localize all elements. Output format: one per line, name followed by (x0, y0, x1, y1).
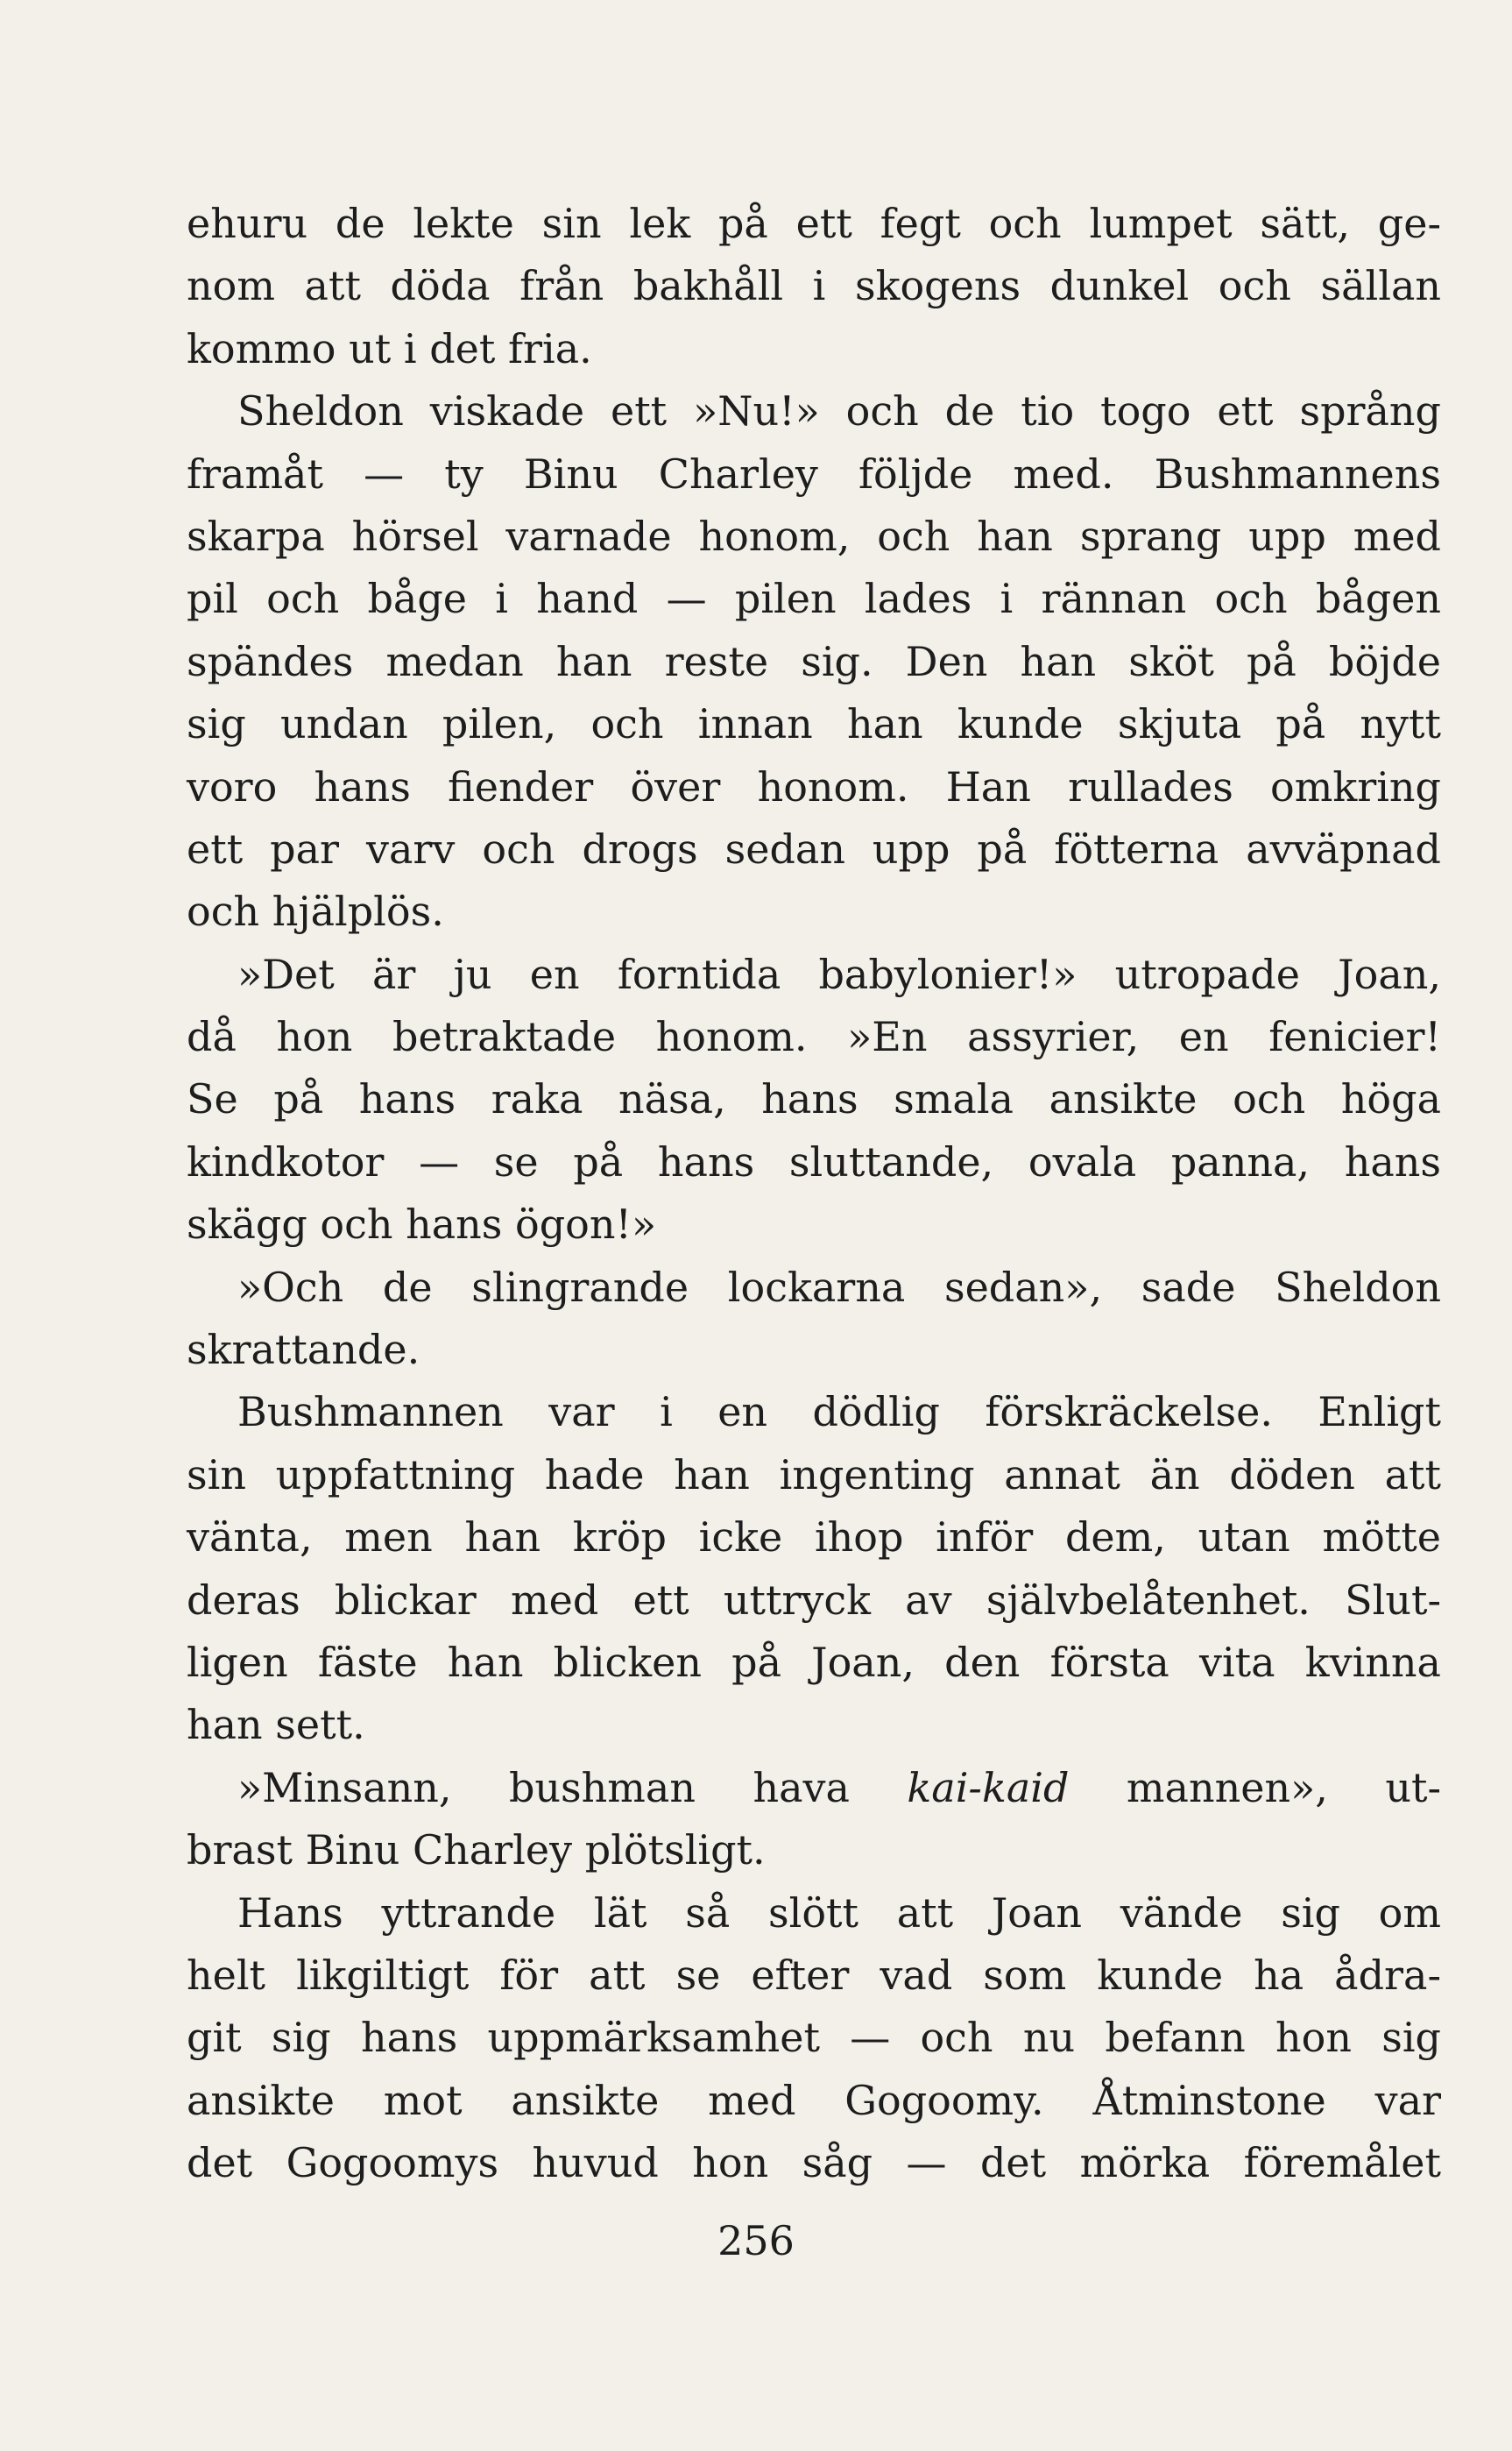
text-line: sin uppfattning hade han ingenting annat än döden att (187, 1450, 1441, 1498)
text-line: då hon betraktade honom. »En assyrier, en fenicier! (187, 1013, 1441, 1061)
text-line: det Gogoomys huvud hon såg — det mörka föremålet (187, 2139, 1441, 2187)
text-line: skägg och hans ögon!» (187, 1201, 657, 1249)
text-line: skarpa hörsel varnade honom, och han sprang upp med (187, 512, 1441, 560)
text-line: vänta, men han kröp icke ihop inför dem, utan mötte (187, 1513, 1441, 1562)
text-line: ett par varv och drogs sedan upp på fötterna avväpnad (187, 825, 1441, 873)
text-line: ansikte mot ansikte med Gogoomy. Åtminstone var (187, 2076, 1441, 2124)
text-line: voro hans fiender över honom. Han rullades omkring (187, 762, 1441, 811)
page-number: 256 (717, 2217, 795, 2264)
text-line: ligen fäste han blicken på Joan, den första vita kvinna (187, 1638, 1441, 1686)
text-line: »Och de slingrande lockarna sedan», sade Sheldon (237, 1263, 1441, 1311)
text-line: han sett. (187, 1701, 365, 1749)
text-line: kommo ut i det fria. (187, 324, 592, 372)
text-line: Hans yttrande lät så slött att Joan vände sig om (237, 1888, 1441, 1937)
text-line: spändes medan han reste sig. Den han sköt på böjde (187, 637, 1441, 685)
text-line: brast Binu Charley plötsligt. (187, 1826, 766, 1874)
text-line: ehuru de lekte sin lek på ett fegt och lumpet sätt, ge- (187, 200, 1441, 247)
text-line: skrattande. (187, 1326, 420, 1374)
text-line: »Det är ju en forntida babylonier!» utropade Joan, (237, 950, 1441, 998)
text-line: helt likgiltigt för att se efter vad som kunde ha ådra- (187, 1951, 1441, 1999)
text-line: deras blickar med ett uttryck av självbelåtenhet. Slut- (187, 1576, 1441, 1624)
text-line: sig undan pilen, och innan han kunde skjuta på nytt (187, 700, 1441, 748)
text-line: »Minsann, bushman hava kai-kaid mannen», ut- (237, 1763, 1441, 1811)
text-line: nom att döda från bakhåll i skogens dunkel och sällan (187, 262, 1441, 310)
text-line: och hjälplös. (187, 888, 444, 936)
body-text (187, 193, 1441, 2195)
text-line: framåt — ty Binu Charley följde med. Bushmannens (187, 450, 1441, 498)
text-line: pil och båge i hand — pilen lades i rännan och bågen (187, 575, 1441, 623)
text-line: Bushmannen var i en dödlig förskräckelse. Enligt (237, 1388, 1441, 1436)
text-line: git sig hans uppmärksamhet — och nu befann hon sig (187, 2014, 1441, 2062)
text-line: Sheldon viskade ett »Nu!» och de tio togo ett språng (237, 387, 1441, 436)
text-line: kindkotor — se på hans sluttande, ovala panna, hans (187, 1137, 1441, 1186)
text-line: Se på hans raka näsa, hans smala ansikte och höga (187, 1075, 1441, 1123)
